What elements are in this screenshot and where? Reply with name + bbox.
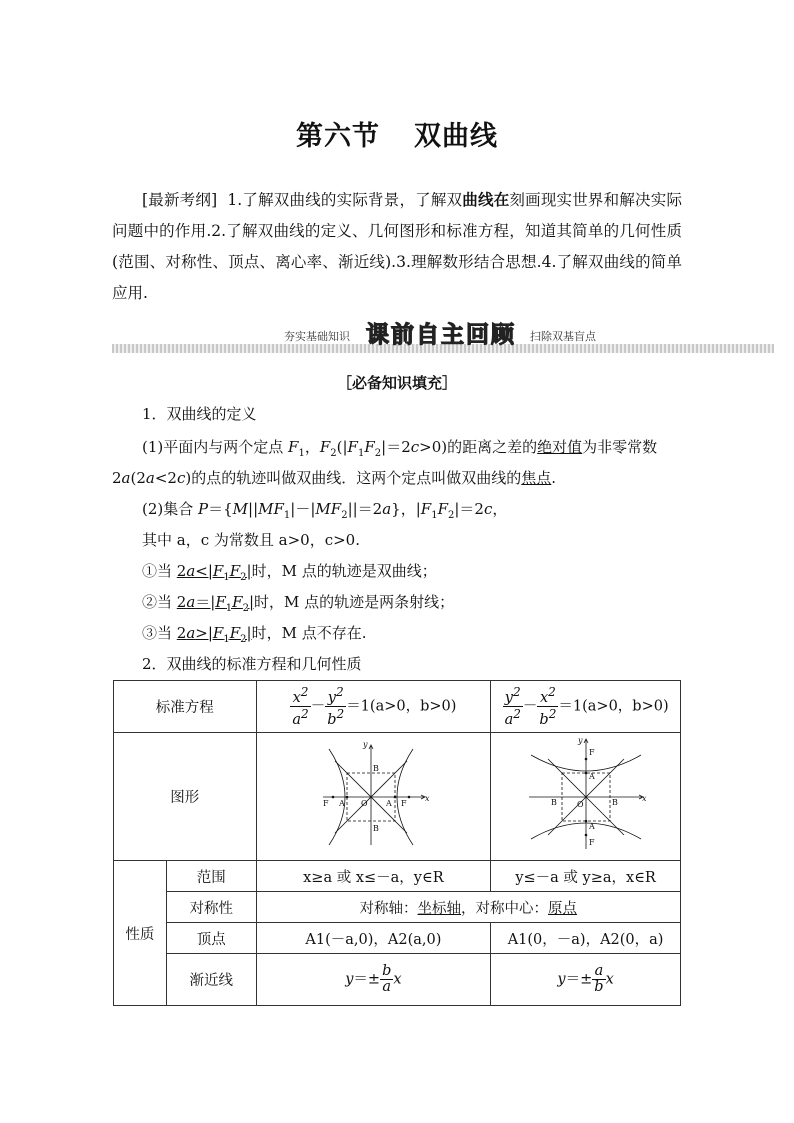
svg-text:A: A [588, 821, 595, 831]
asymptote-x: y＝± $\frac{b}{a}$ x [256, 954, 491, 1006]
prop-label-asymptote: 渐近线 [166, 954, 256, 1006]
symmetry-text: 对称轴： [359, 900, 418, 917]
def-text: 的点的轨迹叫做双曲线．这两个定点叫做双曲线的 [191, 469, 522, 487]
svg-text:F: F [323, 798, 329, 808]
case-text: 时，M 点的轨迹是双曲线； [251, 562, 437, 580]
svg-text:A: A [386, 798, 393, 808]
svg-text:F: F [588, 747, 595, 757]
range-x: x≥a 或 x≤－a，y∈R [256, 861, 491, 892]
svg-text:O: O [361, 798, 368, 808]
syllabus-text: 1.了解双曲线的实际背景，了解双 [227, 191, 463, 209]
syllabus-label: [最新考纲] [142, 191, 218, 209]
case-text: 时，M 点的轨迹是两条射线； [254, 593, 455, 611]
def-text: 的距离之差的 [447, 438, 538, 456]
properties-table [113, 680, 681, 1006]
svg-text:F: F [588, 837, 595, 847]
banner-right-text: 扫除双基盲点 [530, 330, 596, 343]
asymptote-y: y＝± $\frac{a}{b}$ x [491, 954, 681, 1006]
page-title [0, 114, 794, 153]
std-condition: ＝1(a>0，b>0) [346, 698, 457, 715]
blank-axis: 坐标轴 [417, 900, 462, 917]
def-text: 为非零常数 [582, 438, 658, 456]
svg-text:x: x [641, 793, 647, 803]
vertex-x: A1(－a,0)，A2(a,0) [256, 923, 491, 954]
blank-center: 原点 [548, 900, 578, 917]
table-row [114, 861, 681, 892]
svg-text:O: O [576, 799, 584, 809]
std-condition: ＝1(a>0，b>0) [558, 698, 669, 715]
case-text: 时，M 点不存在. [251, 624, 367, 642]
prop-label-range: 范围 [166, 861, 256, 892]
case-text: ①当 [142, 562, 177, 580]
table-row [114, 892, 681, 923]
def-text: (1)平面内与两个定点 [142, 438, 289, 456]
figure-y-hyperbola [491, 733, 681, 861]
syllabus-bold: 曲线在 [462, 191, 510, 209]
svg-text:B: B [373, 763, 380, 773]
section-banner [112, 316, 774, 358]
svg-text:B: B [611, 797, 618, 807]
svg-text:x: x [425, 793, 430, 803]
standard-eq-x: $\frac{x^2}{a^2}$ － $\frac{y^2}{b^2}$ ＝1(a>0，b>0) [256, 681, 491, 733]
title-section-number: 第六节 [296, 121, 380, 152]
table-row [114, 954, 681, 1006]
case-1: ①当 $2a<|F_1F_2|$时，M 点的轨迹是双曲线； [142, 562, 437, 583]
def-text: (2)集合 [142, 500, 199, 518]
row-label-standard: 标准方程 [114, 681, 257, 733]
range-y: y≤－a 或 y≥a，x∈R [491, 861, 681, 892]
svg-text:F: F [401, 798, 407, 808]
table-row [114, 733, 681, 861]
figure-x-hyperbola [256, 733, 491, 861]
banner-left-text: 夯实基础知识 [284, 330, 350, 343]
svg-text:A: A [588, 771, 595, 781]
blank-absolute-value: 绝对值 [537, 438, 583, 456]
prop-label-vertex: 顶点 [166, 923, 256, 954]
def-line-2: 2a(2a<2c)的点的轨迹叫做双曲线．这两个定点叫做双曲线的焦点. [112, 469, 557, 487]
prop-label-symmetry: 对称性 [166, 892, 256, 923]
def-line-1: (1)平面内与两个定点 $F_1$，$F_2(|F_1F_2|=2c>0)$的距离之差的绝对值为非零常数 [142, 438, 658, 459]
svg-text:A: A [339, 798, 346, 808]
case-text: ③当 [142, 624, 177, 642]
syllabus-paragraph [112, 185, 682, 309]
svg-text:B: B [373, 823, 380, 833]
section-heading: ［必备知识填充］ [336, 374, 457, 392]
def-constants: 其中 a，c 为常数且 a>0，c>0. [142, 531, 360, 549]
case-text: ②当 [142, 593, 177, 611]
hyperbola-x-graph [313, 739, 433, 851]
standard-eq-y: $\frac{y^2}{a^2}$ － $\frac{x^2}{b^2}$ ＝1(a>0，b>0) [491, 681, 681, 733]
vertex-y: A1(0，－a)，A2(0，a) [491, 923, 681, 954]
table-row [114, 681, 681, 733]
svg-text:y: y [577, 735, 583, 745]
row-label-figure: 图形 [114, 733, 257, 861]
hyperbola-y-graph [521, 735, 651, 855]
table-row [114, 923, 681, 954]
banner-main-text: 课前自主回顾 [366, 322, 516, 348]
def-set: (2)集合 $P=\{M||MF_1|-|MF_2||=2a\}$，$|F_1F_2|=2c$， [142, 500, 508, 521]
svg-text:y: y [363, 739, 368, 749]
case-3: ③当 $2a>|F_1F_2|$时，M 点不存在. [142, 624, 367, 645]
blank-focus: 焦点 [521, 469, 552, 487]
heading-2: 2．双曲线的标准方程和几何性质 [142, 655, 362, 673]
def-heading: 1．双曲线的定义 [142, 405, 257, 423]
symmetry-value [256, 892, 680, 923]
syllabus-text-2: 刻画现实世界和解决实际问题中的作用.2.了解双曲线的定义、几何图形和标准方程，知道其简单的几何性质(范围、对称性、顶点、离心率、渐近线).3.理解数形结合思想.4.了解双曲线的简单应用. [112, 191, 682, 302]
case-2: ②当 $2a=|F_1F_2|$时，M 点的轨迹是两条射线； [142, 593, 455, 614]
svg-text:B: B [550, 797, 557, 807]
symmetry-text: ，对称中心： [461, 900, 549, 917]
title-topic: 双曲线 [414, 121, 498, 152]
row-label-properties: 性质 [114, 861, 167, 1006]
